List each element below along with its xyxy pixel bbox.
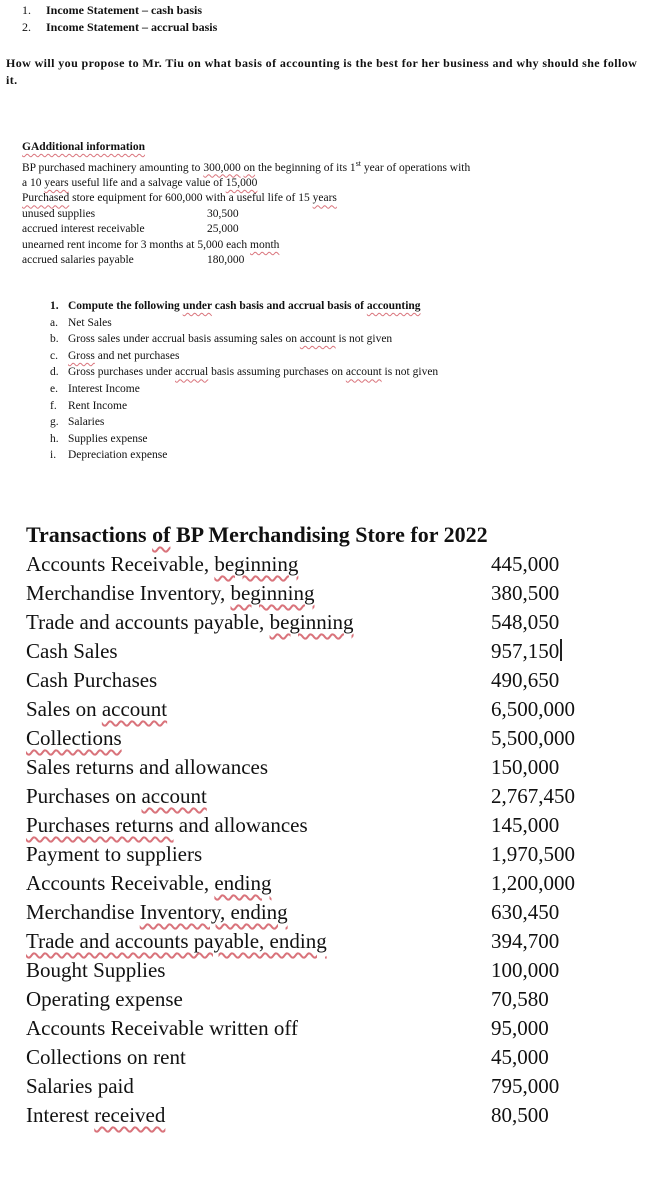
transaction-amount: 5,500,000: [491, 726, 575, 750]
additional-line: a 10 years useful life and a salvage value of 15,000: [22, 176, 258, 189]
transaction-row: [26, 695, 596, 724]
transaction-label: Accounts Receivable written off: [26, 1016, 298, 1040]
transaction-amount: 100,000: [491, 958, 560, 982]
transaction-row: [26, 1014, 596, 1043]
transaction-label: Bought Supplies: [26, 958, 166, 982]
transaction-label: Merchandise Inventory, ending: [26, 900, 288, 924]
transaction-label: Trade and accounts payable, ending: [26, 929, 327, 953]
transaction-label: Collections: [26, 726, 122, 750]
transaction-label: Collections on rent: [26, 1045, 186, 1069]
item-text: Income Statement – cash basis: [46, 3, 202, 17]
transaction-label: Accounts Receivable, beginning: [26, 552, 299, 576]
compute-item: d. Gross purchases under accrual basis assuming purchases on account is not given: [50, 366, 439, 379]
compute-item: e. Interest Income: [50, 382, 140, 395]
transactions-table: [26, 520, 596, 1130]
transaction-row: [26, 985, 596, 1014]
transaction-row: [26, 956, 596, 985]
transaction-label: Purchases on account: [26, 784, 207, 808]
additional-heading: GAdditional information: [22, 141, 146, 153]
transaction-row: [26, 666, 596, 695]
transaction-amount: 95,000: [491, 1016, 549, 1040]
transaction-row: [26, 1072, 596, 1101]
report-list: [22, 2, 217, 36]
transaction-row: [26, 1043, 596, 1072]
transaction-amount: 80,500: [491, 1103, 549, 1127]
transaction-amount: 6,500,000: [491, 697, 575, 721]
transactions-title: Transactions of BP Merchandising Store for 2022: [26, 522, 488, 547]
transaction-amount: 70,580: [491, 987, 549, 1011]
transaction-amount: 1,200,000: [491, 871, 575, 895]
transaction-label: Purchases returns and allowances: [26, 813, 308, 837]
transaction-row: [26, 811, 596, 840]
text-cursor: [560, 639, 562, 661]
transaction-amount: 380,500: [491, 581, 560, 605]
transaction-label: Cash Sales: [26, 639, 118, 663]
additional-pair: unused supplies 30,500: [22, 207, 239, 220]
transaction-amount: 45,000: [491, 1045, 549, 1069]
transaction-row: [26, 898, 596, 927]
transaction-label: Interest received: [26, 1103, 166, 1127]
transaction-row: [26, 927, 596, 956]
compute-heading: 1. Compute the following under cash basis and accrual basis of accounting: [50, 300, 421, 312]
item-number: 2.: [22, 20, 31, 34]
transaction-label: Operating expense: [26, 987, 183, 1011]
compute-item: g. Salaries: [50, 416, 105, 429]
compute-item: c. Gross and net purchases: [50, 349, 180, 362]
transaction-row: [26, 550, 596, 579]
transaction-label: Sales returns and allowances: [26, 755, 269, 779]
additional-information: [22, 140, 652, 269]
transaction-label: Trade and accounts payable, beginning: [26, 610, 354, 634]
transaction-label: Sales on account: [26, 697, 168, 721]
compute-item: b. Gross sales under accrual basis assuming sales on account is not given: [50, 333, 393, 346]
transaction-amount: 490,650: [491, 668, 560, 692]
transaction-amount: 548,050: [491, 610, 560, 634]
transaction-label: Merchandise Inventory, beginning: [26, 581, 315, 605]
item-text: Income Statement – accrual basis: [46, 20, 218, 34]
transaction-amount: 394,700: [491, 929, 560, 953]
additional-line: BP purchased machinery amounting to 300,000 on the beginning of its 1st year of operations with: [22, 158, 471, 174]
transaction-amount: 150,000: [491, 755, 560, 779]
report-item: [22, 2, 217, 19]
transaction-label: Cash Purchases: [26, 668, 158, 692]
question-text: How will you propose to Mr. Tiu on what basis of accounting is the best for her business and why should she follow it.: [6, 56, 638, 87]
item-number: 1.: [22, 3, 31, 17]
compute-list: [50, 298, 438, 464]
transaction-amount: 445,000: [491, 552, 560, 576]
transaction-label: Salaries paid: [26, 1074, 134, 1098]
compute-item: f. Rent Income: [50, 399, 128, 412]
transaction-row: [26, 608, 596, 637]
additional-line: unearned rent income for 3 months at 5,000 each month: [22, 238, 280, 251]
transaction-amount: 1,970,500: [491, 842, 575, 866]
transaction-row: [26, 869, 596, 898]
transaction-row: [26, 579, 596, 608]
additional-pair: accrued interest receivable 25,000: [22, 223, 239, 236]
transaction-amount: 145,000: [491, 813, 560, 837]
additional-line: Purchased store equipment for 600,000 with a useful life of 15 years: [22, 192, 337, 205]
transaction-row: [26, 637, 596, 666]
transaction-row: [26, 753, 596, 782]
transaction-label: Payment to suppliers: [26, 842, 203, 866]
transaction-amount: 630,450: [491, 900, 560, 924]
report-item: [22, 19, 217, 36]
additional-pair: accrued salaries payable 180,000: [22, 254, 245, 267]
transaction-label: Accounts Receivable, ending: [26, 871, 272, 895]
compute-item: a. Net Sales: [50, 316, 112, 329]
transaction-row: [26, 782, 596, 811]
transaction-row: [26, 1101, 596, 1130]
compute-item: h. Supplies expense: [50, 432, 148, 445]
transaction-row: [26, 840, 596, 869]
compute-item: i. Depreciation expense: [50, 449, 168, 462]
transaction-amount: 957,150: [491, 637, 596, 666]
transaction-amount: 2,767,450: [491, 784, 575, 808]
transaction-amount: 795,000: [491, 1074, 560, 1098]
transaction-row: [26, 724, 596, 753]
